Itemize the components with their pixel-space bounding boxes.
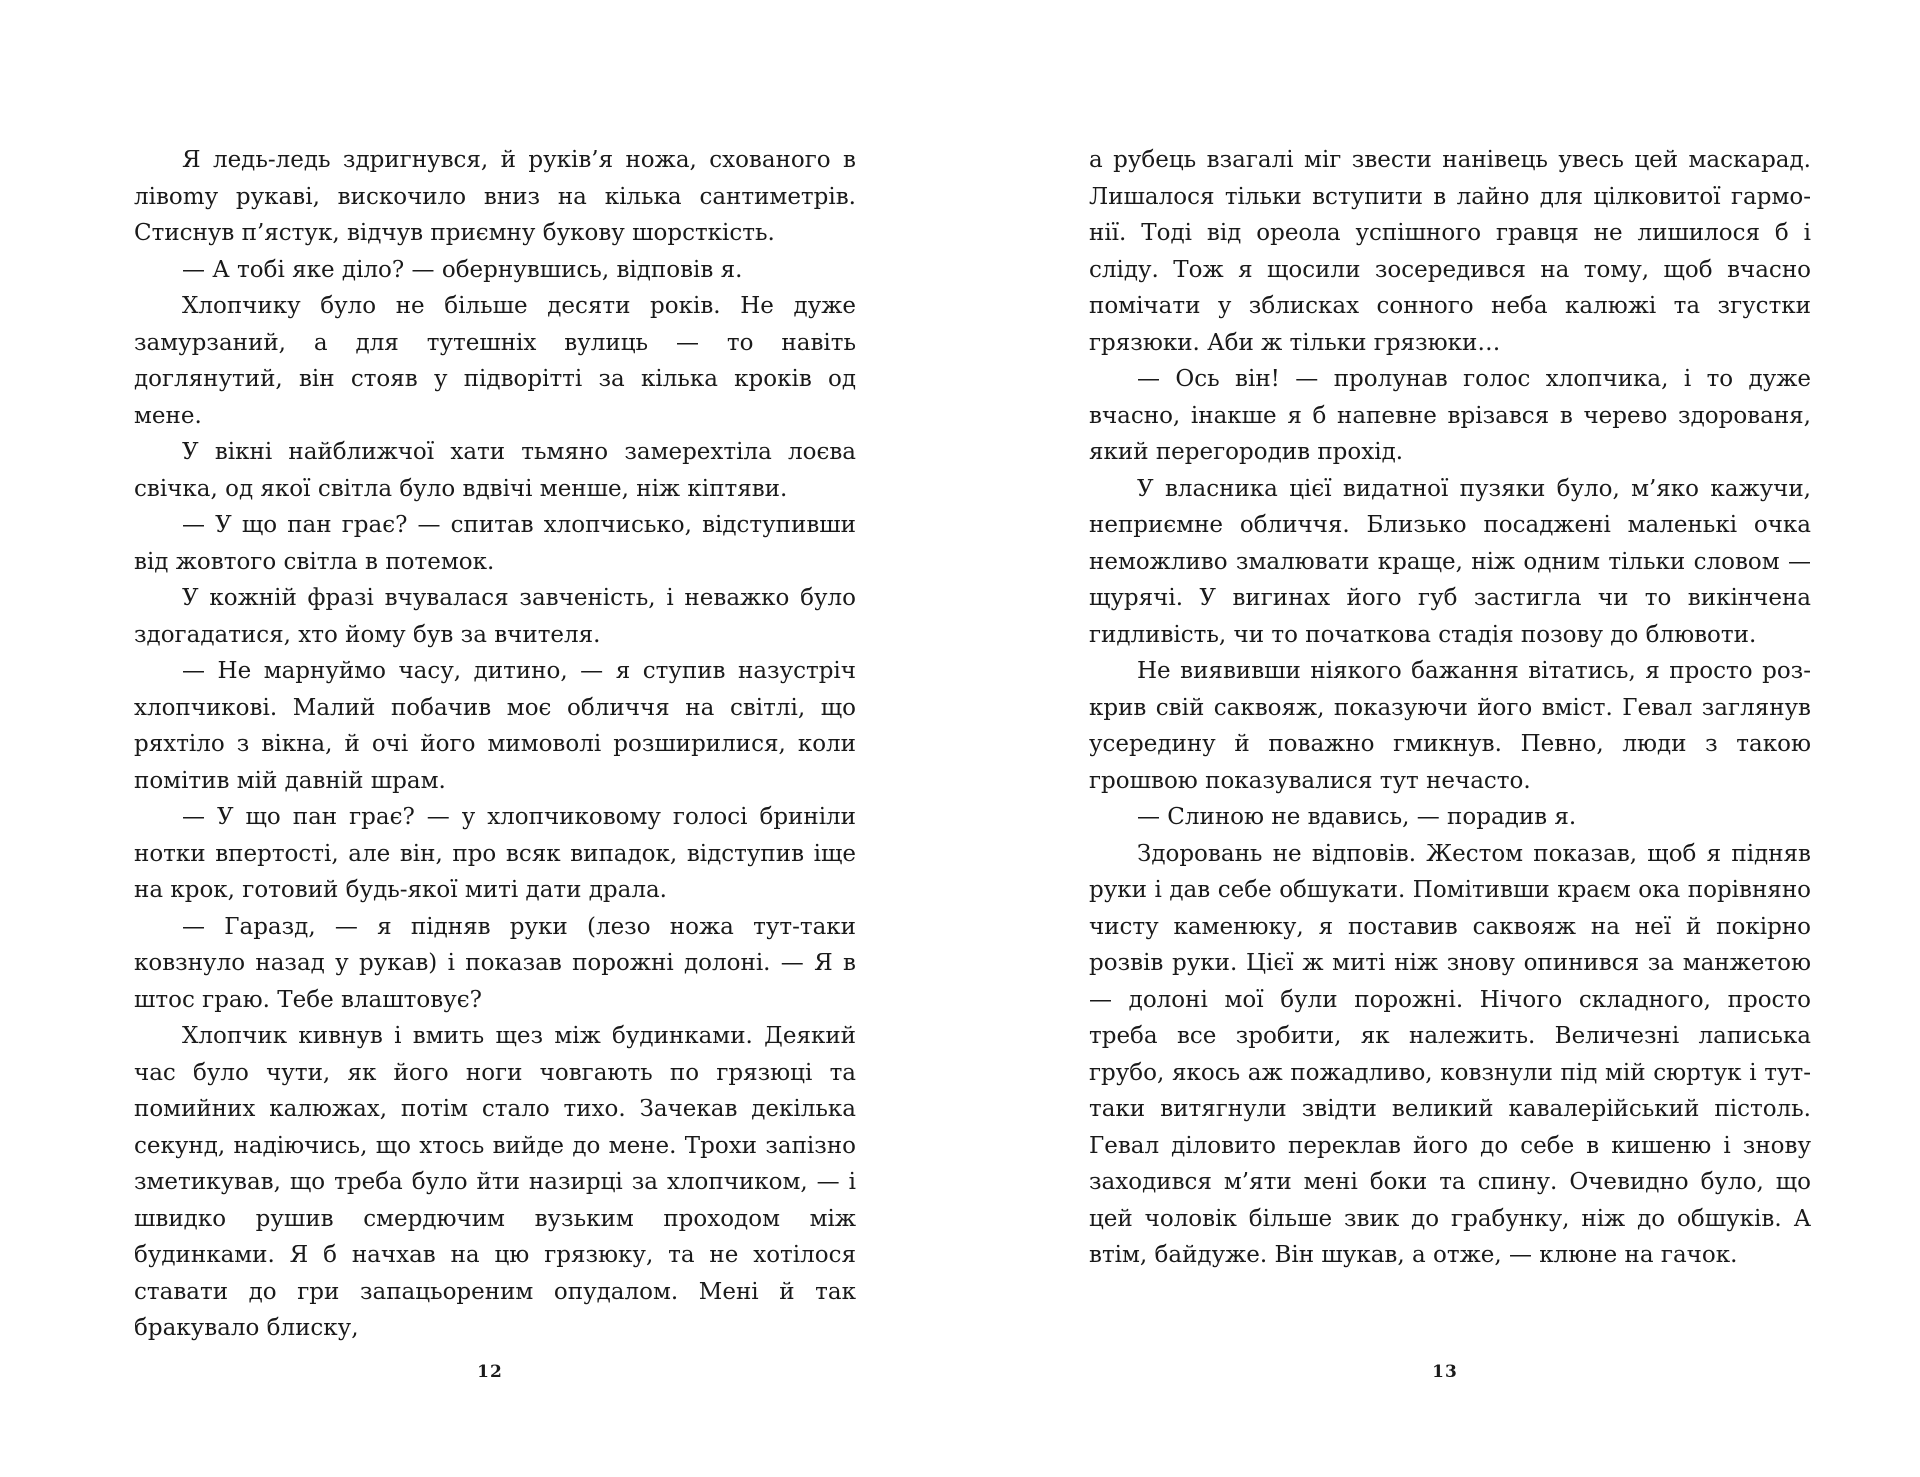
left-paragraph-8: — У що пан грає? — у хлопчиковому голосі бриніли нотки впертості, але він, про всяк випадок, відступив іще на крок, готовий будь-якої миті дати драла. [134,804,856,903]
left-paragraph-10: Хлопчик кивнув і вмить щез між будинками. Деякий час було чути, як його ноги човгають по грязюці та помийних калюжах, потім стало тихо. Зачекав декілька секунд, надіючись, що хтось вийде до мене. Трохи запізно зметикував, що треба було йти назирці за хлопчиком, — і швидко рушив смердючим вузьким проходом між будинками. Я б начхав на цю грязюку, та не хотілося ставати до гри запацьореним опудалом. Мені й так бракувало блиску, [134,1023,856,1341]
right-paragraph-5: — Слиною не вдавись, — порадив я. [1137,804,1577,830]
left-paragraph-2: — А тобі яке діло? — обернувшись, відповів я. [182,256,743,283]
left-paragraph-9: — Гаразд, — я підняв руки (лезо ножа тут-таки ковзнуло назад у рукав) і показав порожні долоні. — Я в штос граю. Тебе влаштовує? [134,913,856,1013]
right-paragraph-1: а рубець взагалі міг звести нанівець увесь цей маскарад. Лишалося тільки вступити в лайно для цілковитої гармонії. Тоді від ореола успішного гравця не лишилося б і сліду. Тож я щосили зосередився на тому, щоб вчасно помічати у зблисках сонного неба калюжі та згустки грязюки. Аби ж тільки грязюки… [1089,147,1811,356]
right-paragraph-3: У власника цієї видатної пузяки було, м’яко кажучи, неприємне обличчя. Близько посаджені маленькі очка неможливо змалювати краще, ніж одним тільки словом — щурячі. У вигинах його губ застигла чи то викінчена гидливість, чи то початкова стадія позову до блювоти. [1089,475,1811,648]
right-paragraph-4: Не виявивши ніякого бажання вітатись, я просто розкрив свій саквояж, показуючи його вміст. Гевал заглянув усередину й поважно гмикнув. Певно, люди з такою грошвою показувалися тут нечасто. [1089,658,1811,794]
left-paragraph-3: Хлопчику було не більше десяти років. Не дуже замурзаний, а для тутешніх вулиць — то навіть доглянутий, він стояв у підворітті за кілька кроків од мене. [134,293,856,429]
right-paragraph-6: Здоровань не відповів. Жестом показав, щоб я підняв руки і дав себе обшукати. Помітивши краєм ока порівняно чисту каменюку, я поставив саквояж на неї й покірно розвів руки. Цієї ж миті ніж знову опинився за манжетою — долоні мої були порожні. Нічого складного, просто треба все зробити, як належить. Величезні лаписька грубо, якось аж пожадливо, ковзнули під мій сюртук і тут-таки витягнули звідти великий кавалерійський пістоль. Гевал діловито переклав його до себе в кишеню і знову заходився м’яти мені боки та спину. Очевидно було, що цей чоловік більше звик до грабунку, ніж до обшуків. А втім, байдуже. Він шукав, а отже, — клюне на гачок. [1089,840,1811,1268]
right-paragraph-2: — Ось він! — пролунав голос хлопчика, і то дуже вчасно, інакше я б напевне врізався в черево здорованя, який перегородив прохід. [1089,366,1811,465]
left-paragraph-1: Я ледь-ледь здригнувся, й руків’я ножа, схованого в лівоmу рукаві, вискочило вниз на кілька сантиметрів. Стиснув п’ястук, відчув приємну букову шорсткість. [134,147,856,246]
right-page [1089,142,1811,1274]
left-paragraph-4: У вікні найближчої хати тьмяно замерехтіла лоєва свічка, од якої світла було вдвічі менше, ніж кіптяви. [134,439,856,502]
left-paragraph-7: — Не марнуймо часу, дитино, — я ступив назустріч хлопчикові. Малий побачив моє обличчя на світлі, що ряхтіло з вікна, й очі його мимоволі розширилися, коли помітив мій давній шрам. [134,658,856,794]
left-paragraph-6: У кожній фразі вчувалася завченість, і неважко було здогадатися, хто йому був за вчителя. [134,585,856,648]
left-page [134,142,856,1347]
page-number-left: 12 [477,1362,503,1382]
page-number-right: 13 [1432,1362,1458,1382]
left-paragraph-5: — У що пан грає? — спитав хлопчисько, відступивши від жовтого світла в потемок. [134,512,856,575]
